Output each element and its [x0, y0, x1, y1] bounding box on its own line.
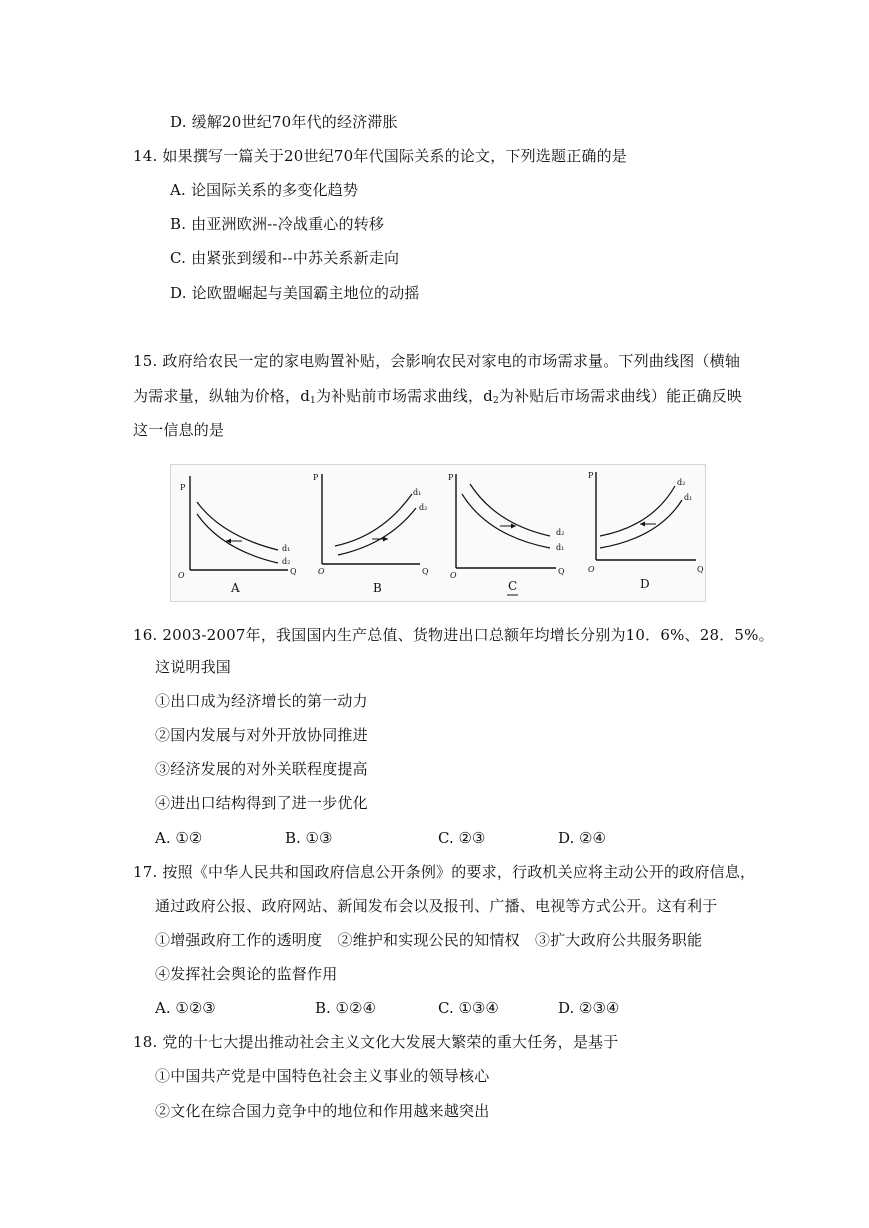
q15-stem-line2: [133, 386, 742, 411]
graph-b-axis-p: P: [313, 473, 319, 482]
graph-a-axis-p: P: [180, 483, 186, 492]
q15-stem-line1: 15. 政府给农民一定的家电购置补贴，会影响农民对家电的市场需求量。下列曲线图（横轴: [133, 352, 741, 370]
q15-sub-2: 2: [492, 396, 499, 406]
graph-a-label-d2: d₂: [282, 557, 291, 566]
q16-item-1: ①出口成为经济增长的第一动力: [155, 692, 368, 710]
q16-choice-a: A. ①②: [155, 829, 203, 847]
figure-frame: [171, 465, 706, 602]
q16-stem-line1: 16. 2003-2007年，我国国内生产总值、货物进出口总额年均增长分别为10．6%、28．5%。: [133, 626, 774, 644]
q14-option-d: D. 论欧盟崛起与美国霸主地位的动摇: [170, 284, 420, 302]
graph-c-axis-q: Q: [558, 567, 565, 576]
q16-item-2: ②国内发展与对外开放协同推进: [155, 726, 368, 744]
q15-stem-line2-part-c: 为补贴后市场需求曲线）能正确反映: [498, 387, 743, 405]
q16-item-3: ③经济发展的对外关联程度提高: [155, 760, 368, 778]
q15-stem-line3: 这一信息的是: [133, 421, 225, 439]
graph-b-axis-q: Q: [422, 567, 429, 576]
q17-choice-b: B. ①②④: [315, 999, 376, 1017]
graph-a-axis-q: Q: [290, 567, 297, 576]
q13-option-d: D. 缓解20世纪70年代的经济滞胀: [170, 113, 398, 131]
graph-d-axis-p: P: [588, 471, 594, 480]
demand-curve-figure: [170, 464, 706, 602]
graph-a-label: A: [231, 581, 240, 595]
q14-option-c: C. 由紧张到缓和--中苏关系新走向: [170, 249, 400, 267]
graph-c-label: C: [508, 579, 518, 593]
q18-item-1: ①中国共产党是中国特色社会主义事业的领导核心: [155, 1067, 490, 1085]
graph-b-label-d1: d₁: [413, 488, 422, 497]
graph-c-label-d2: d₂: [556, 528, 565, 537]
graph-d-label: D: [640, 577, 650, 591]
q15-sub-1: 1: [310, 396, 316, 406]
graph-d-label-d2: d₂: [677, 478, 686, 487]
q15-stem-line2-part-a: 为需求量，纵轴为价格，d: [133, 387, 311, 405]
graph-a-origin: O: [178, 571, 185, 580]
q16-item-4: ④进出口结构得到了进一步优化: [155, 794, 368, 812]
q17-items-line1: ①增强政府工作的透明度 ②维护和实现公民的知情权 ③扩大政府公共服务职能: [155, 931, 703, 949]
q16-choice-b: B. ①③: [285, 829, 333, 847]
graph-a-label-d1: d₁: [282, 544, 291, 553]
graph-d-origin: O: [588, 565, 595, 574]
graph-b-label-d2: d₂: [419, 503, 428, 512]
q16-choice-c: C. ②③: [438, 829, 486, 847]
q14-option-b: B. 由亚洲欧洲--冷战重心的转移: [170, 215, 385, 233]
q15-stem-line2-part-b: 为补贴前市场需求曲线，d: [315, 387, 493, 405]
graph-b-origin: O: [318, 567, 325, 576]
graph-c-label-d1: d₁: [556, 543, 565, 552]
q17-choice-a: A. ①②③: [155, 999, 216, 1017]
graph-d-label-d1: d₁: [684, 493, 693, 502]
q17-items-line2: ④发挥社会舆论的监督作用: [155, 965, 338, 983]
q17-stem-line1: 17. 按照《中华人民共和国政府信息公开条例》的要求，行政机关应将主动公开的政府信息，: [133, 863, 756, 881]
q18-stem: 18. 党的十七大提出推动社会主义文化大发展大繁荣的重大任务，是基于: [133, 1033, 619, 1051]
q17-choice-c: C. ①③④: [438, 999, 499, 1017]
q14-option-a: A. 论国际关系的多变化趋势: [170, 181, 359, 199]
q16-choice-d: D. ②④: [558, 829, 606, 847]
graph-b-label: B: [373, 581, 382, 595]
q17-choice-d: D. ②③④: [558, 999, 620, 1017]
graph-c-origin: O: [450, 571, 457, 580]
graph-c-axis-p: P: [448, 473, 454, 482]
q14-stem: 14. 如果撰写一篇关于20世纪70年代国际关系的论文，下列选题正确的是: [133, 147, 627, 165]
q17-stem-line2: 通过政府公报、政府网站、新闻发布会以及报刊、广播、电视等方式公开。这有利于: [155, 897, 718, 915]
q16-stem-line2: 这说明我国: [155, 658, 232, 676]
graph-d-axis-q: Q: [697, 565, 704, 574]
q18-item-2: ②文化在综合国力竞争中的地位和作用越来越突出: [155, 1102, 490, 1120]
